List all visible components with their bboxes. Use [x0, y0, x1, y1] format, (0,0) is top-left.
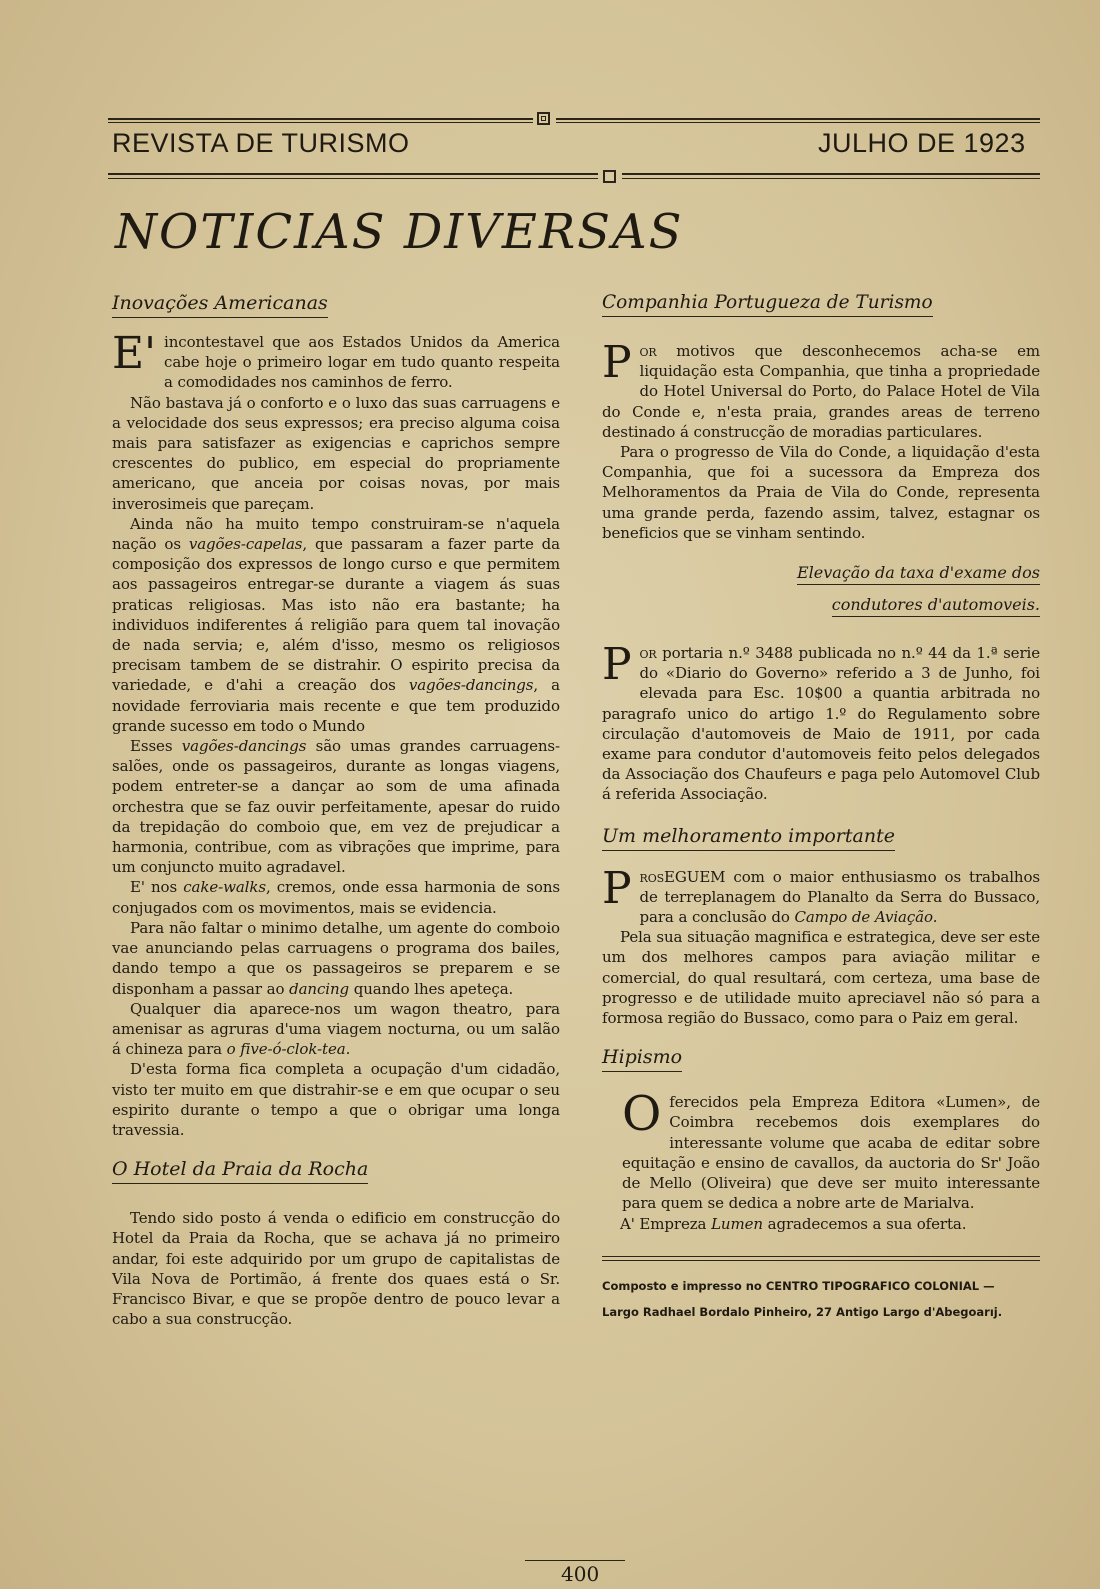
dropcap-e: E' — [112, 328, 157, 379]
dropcap-p-2: P — [602, 639, 632, 691]
header-bottom-rule-right-2 — [622, 178, 1040, 179]
header-ornament-bottom — [603, 170, 616, 183]
section-heading-hipismo: Hipismo — [602, 1046, 682, 1072]
footer-rule — [525, 1560, 625, 1561]
elevacao-heading-line-1: Elevação da taxa d'exame dos — [797, 563, 1040, 585]
header-top-rule-right — [556, 118, 1040, 120]
dropcap-p-1: P — [602, 337, 632, 388]
inovacoes-paragraph-8: D'esta forma fica completa a ocupação d'um cidadão, visto ter muito em que distrahir-se e em que ocupar o seu espirito durante o tempo a que o obrigar uma longa travessia. — [112, 1060, 560, 1139]
elevacao-heading-line-2: condutores d'automoveis. — [832, 595, 1040, 617]
inovacoes-paragraph-6: Para não faltar o minimo detalhe, um agente do comboio vae anunciando pelas carruagens o programa dos bailes, dando tempo a que os passageiros se preparem e se disponham a passar ao dancing quando lhes apeteça. — [112, 918, 560, 998]
header-top-rule-left-2 — [108, 122, 533, 123]
page-number: 400 — [561, 1562, 600, 1586]
elevacao-paragraph-1: Por portaria n.º 3488 publicada no n.º 44 da 1.ª serie do «Diario do Governo» referido a 3 de Junho, foi elevada para Esc. 10$00 a quantia arbitrada no paragrafo unico do artigo 1.º do Regulamento sobre circulação d'automoveis de Maio de 1911, por cada exame para condutor d'automoveis feito pelos delegados da Associação dos Chaufeurs e paga pelo Automovel Club á referida Associação. — [602, 639, 1040, 804]
left-column — [112, 292, 560, 1329]
inovacoes-paragraph-4: Esses vagões-dancings são umas grandes carruagens-salões, onde os passageiros, durante as longas viagens, podem entreter-se a dançar ao som de uma afinada orchestra que se faz ouvir perfeitamente, apesar do ruido da trepidação do comboio que, em vez de prejudicar a harmonia, contribue, com as vibrações que imprime, para um conjuncto muito agradavel. — [112, 737, 560, 877]
header-bottom-rule-right — [622, 173, 1040, 175]
header-bottom-rule-left — [108, 173, 598, 175]
imprint-rule — [602, 1256, 1040, 1257]
hipismo-paragraph-2: A' Empreza Lumen agradecemos a sua oferta. — [620, 1214, 967, 1233]
dropcap-p-3: P — [602, 862, 632, 914]
melhoramento-paragraph-1: ProsEGUEM com o maior enthusiasmo os trabalhos de terreplanagem do Planalto da Serra do Bussaco, para a conclusão do Campo de Aviação. — [602, 862, 1040, 927]
inovacoes-paragraph-2: Não bastava já o conforto e o luxo das suas carruagens e a velocidade dos seus expressos; era preciso alguma coisa mais para satisfazer as exigencias e caprichos sempre crescentes do publico, em especial do propriamente americano, que anceia por coisas novas, por mais inverosimeis que pareçam. — [112, 393, 560, 513]
imprint-line-2: Largo Radhael Bordalo Pinheiro, 27 Antigo Largo d'Abegoarıj. — [602, 1304, 1003, 1319]
inovacoes-paragraph-1: E' incontestavel que aos Estados Unidos da America cabe hoje o primeiro logar em tudo quanto respeita a comodidades nos caminhos de ferro. — [112, 328, 560, 392]
companhia-paragraph-1: Por motivos que desconhecemos acha-se em liquidação esta Companhia, que tinha a propriedade do Hotel Universal do Porto, do Palace Hotel de Vila do Conde e, n'esta praia, grandes areas de terreno destinado á construcção de moradias particulares. — [602, 337, 1040, 441]
inovacoes-paragraph-3: Ainda não ha muito tempo construiram-se n'aquela nação os vagões-capelas, que passaram a fazer parte da composição dos expressos de longo curso e que permitem aos passageiros entregar-se durante a viagem ás suas praticas religiosas. Mas isto não era bastante; ha individuos indiferentes á religião para quem tal inovação de nada servia; e, além d'isso, mesmo os religiosos precisam tambem de se distrahir. O espirito precisa da variedade, e d'ahi a creação dos vagões-dancings, a novidade ferroviaria mais recente e que tem produzido grande sucesso em todo o Mundo — [112, 514, 560, 735]
imprint-rule-2 — [602, 1260, 1040, 1261]
inovacoes-paragraph-5: E' nos cake-walks, cremos, onde essa harmonia de sons conjugados com os movimentos, mais se evidencia. — [112, 878, 560, 917]
page-title: NOTICIAS DIVERSAS — [115, 204, 684, 260]
section-heading-elevacao — [602, 557, 1040, 621]
issue-date: JULHO DE 1923 — [818, 128, 1026, 158]
companhia-paragraph-2: Para o progresso de Vila do Conde, a liquidação d'esta Companhia, que foi a sucessora da Empreza dos Melhoramentos da Praia de Vila do Conde, representa uma grande perda, fazendo assim, talvez, estagnar os beneficios que se vinham sentindo. — [602, 443, 1040, 542]
header-top-rule-left — [108, 118, 533, 120]
hotel-paragraph-1: Tendo sido posto á venda o edificio em construcção do Hotel da Praia da Rocha, que se achava já no primeiro andar, foi este adquirido por um grupo de capitalistas de Vila Nova de Portimão, á frente dos quaes está o Sr. Francisco Bivar, e que se propõe dentro de pouco levar a cabo a sua construcção. — [112, 1209, 560, 1329]
publication-name: REVISTA DE TURISMO — [112, 128, 410, 158]
section-heading-melhoramento: Um melhoramento importante — [602, 825, 895, 851]
imprint-line-1: Composto e impresso no CENTRO TIPOGRAFICO COLONIAL — — [602, 1278, 995, 1293]
dropcap-o: O — [622, 1086, 662, 1143]
melhoramento-paragraph-2: Pela sua situação magnifica e estrategica, deve ser este um dos melhores campos para aviação militar e comercial, do qual resultará, com certeza, uma base de progresso e de utilidade muito apreciavel não só para a formosa região do Bussaco, como para o Paiz em geral. — [602, 928, 1040, 1028]
inovacoes-paragraph-7: Qualquer dia aparece-nos um wagon theatro, para amenisar as agruras d'uma viagem nocturna, ou um salão á chineza para o five-ó-clok-tea. — [112, 999, 560, 1059]
section-heading-hotel-praia-rocha: O Hotel da Praia da Rocha — [112, 1158, 368, 1184]
right-column — [602, 292, 1040, 1325]
header-ornament-top — [537, 112, 550, 125]
section-heading-companhia: Companhia Portugueza de Turismo — [602, 292, 933, 317]
header-top-rule-right-2 — [556, 122, 1040, 123]
header-bottom-rule-left-2 — [108, 178, 598, 179]
section-heading-inovacoes: Inovações Americanas — [112, 292, 328, 318]
hipismo-paragraph-1: Oferecidos pela Empreza Editora «Lumen», de Coimbra recebemos dois exemplares do interessante volume que acaba de editar sobre equitação e ensino de cavallos, da auctoria do Sr' João de Mello (Oliveira) que deve ser muito interessante para quem se dedica a nobre arte de Marialva. — [622, 1086, 1040, 1213]
